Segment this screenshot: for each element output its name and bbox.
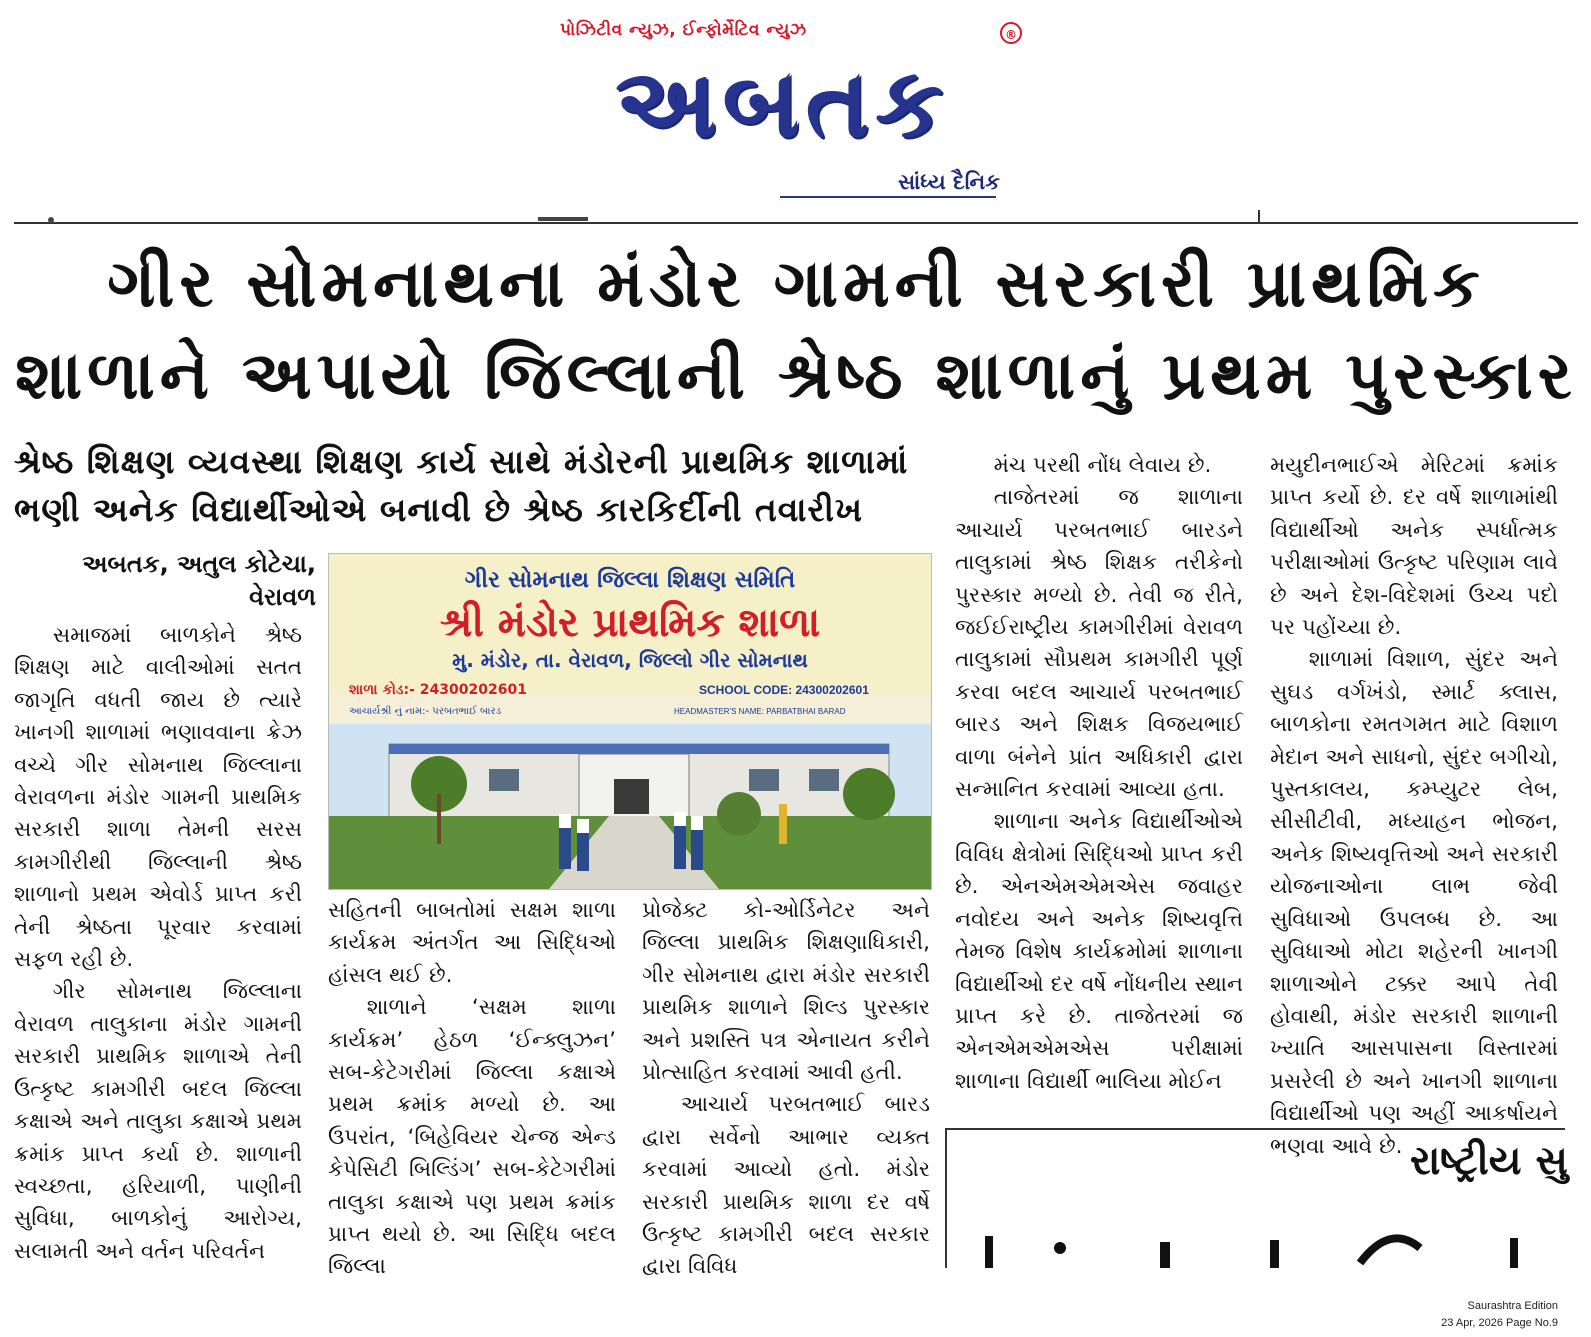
article-column-2 [328,895,616,1280]
paragraph: પ્રોજેક્ટ કો-ઓર્ડિનેટર અને જિલ્લા પ્રાથમિક શિક્ષણાધિકારી, ગીર સોમનાથ દ્વારા મંડોર સરકારી પ્રાથમિક શાળાને શિલ્ડ પુરસ્કાર અને પ્રશસ્તિ પત્ર એનાયત કરીને પ્રોત્સાહિત કરવામાં આવી હતી. [642,898,930,1086]
masthead-tagline: પોઝિટીવ ન્યુઝ, ઈન્ફોર્મેટિવ ન્યુઝ [560,20,807,40]
byline [14,548,316,614]
paragraph: મયુદીનભાઈએ મેરિટમાં ક્રમાંક પ્રાપ્ત કર્યો છે. દર વર્ષે શાળામાંથી વિદ્યાર્થીઓ અનેક સ્પર્ધાત્મક પરીક્ષાઓમાં ઉત્કૃષ્ટ પરિણામ લાવે છે અને દેશ-વિદેશમાં ઉચ્ચ પદો પર પહોંચ્યા છે. [1270,453,1558,641]
rule-ornament [538,217,588,221]
subheadline-line-1: શ્રેષ્ઠ શિક્ષણ વ્યવસ્થા શિક્ષણ કાર્ય સાથે મંડોરની પ્રાથમિક શાળામાં [14,442,909,481]
rule-tick [1258,210,1260,224]
banner-code-en: SCHOOL CODE: 24300202601 [699,683,869,697]
newspaper-logo: અબતક [615,47,949,159]
headline-line-1: ગીર સોમનાથના મંડોર ગામની સરકારી પ્રાથમિક [107,245,1485,322]
next-story-cutoff-text [950,1218,1565,1268]
article-column-1 [14,620,302,1268]
next-story-border [945,1128,947,1268]
banner-address: મુ. મંડોર, તા. વેરાવળ, જિલ્લો ગીર સોમનાથ [452,648,808,672]
headline [14,238,1578,422]
banner-school-name: શ્રી મંડોર પ્રાથમિક શાળા [439,600,821,646]
page-footer [1300,1298,1558,1332]
paragraph: શાળાને ‘સક્ષમ શાળા કાર્યક્રમ’ હેઠળ ‘ઈન્ક્લુઝન’ સબ-કેટેગરીમાં જિલ્લા કક્ષાએ પ્રથમ ક્રમાંક મળ્યો છે. આ ઉપરાંત, ‘બિહેવિયર ચેન્જ એન્ડ કેપેસિટી બિલ્ડિંગ’ સબ-કેટેગરીમાં તાલુકા કક્ષાએ પણ પ્રથમ ક્રમાંક પ્રાપ્ત થયો છે. આ સિદ્ધિ બદલ જિલ્લા [328,995,616,1280]
banner-committee: ગીર સોમનાથ જિલ્લા શિક્ષણ સમિતિ [464,567,796,593]
banner-code-gu: શાળા કોડ:- 24300202601 [349,682,527,698]
paragraph: તાજેતરમાં જ શાળાના આચાર્ય પરબતભાઈ બારડને તાલુકામાં શ્રેષ્ઠ શિક્ષક તરીકેનો પુરસ્કાર મળ્યો છે. તેવી જ રીતે, જઈઈરાષ્ટ્રીય કામગીરીમાં વેરાવળ તાલુકામાં સૌપ્રથમ કામગીરી પૂર્ણ કરવા બદલ આચાર્ય પરબતભાઈ બારડ અને શિક્ષક વિજયભાઈ વાળા બંનેને પ્રાંત અધિકારી દ્વારા સન્માનિત કરવામાં આવ્યા હતા. [955,485,1243,803]
paragraph: મંચ પરથી નોંધ લેવાય છે. [993,453,1212,478]
paragraph: આચાર્ય પરબતભાઈ બારડ દ્વારા સર્વેનો આભાર વ્યક્ત કરવામાં આવ્યો હતો. મંડોર સરકારી પ્રાથમિક શાળા દર વર્ષે ઉત્કૃષ્ટ કામગીરી બદલ સરકાર દ્વારા વિવિધ [642,1092,930,1280]
edition-label: Saurashtra Edition [1467,1300,1558,1312]
subheadline [14,438,1009,534]
paragraph: શાળામાં વિશાળ, સુંદર અને સુઘડ વર્ગખંડો, સ્માર્ટ ક્લાસ, બાળકોના રમતગમત માટે વિશાળ મેદાન અને સાધનો, સુંદર બગીચો, પુસ્તકાલય, કમ્પ્યુટર લેબ, સીસીટીવી, મધ્યાહન ભોજન, અનેક શિષ્યવૃત્તિઓ અને સરકારી યોજનાઓના લાભ જેવી સુવિધાઓ ઉપલબ્ધ છે. આ સુવિધાઓ મોટા શહેરની ખાનગી શાળાઓને ટક્કર આપે તેવી હોવાથી, મંડોર સરકારી શાળાની ખ્યાતિ આસપાસના વિસ્તારમાં પ્રસરેલી છે અને ખાનગી શાળાના વિદ્યાર્થીઓ પણ અહીં આકર્ષાયને ભણવા આવે છે. [1270,647,1558,1159]
paragraph: શાળાના અનેક વિદ્યાર્થીઓએ વિવિધ ક્ષેત્રોમાં સિદ્ધિઓ પ્રાપ્ત કરી છે. એનએમએમએસ જવાહર નવોદય અને અનેક શિષ્યવૃત્તિ તેમજ વિશેષ કાર્યક્રમોમાં શાળાના વિદ્યાર્થીઓ દર વર્ષે નોંધનીય સ્થાન પ્રાપ્ત કરે છે. તાજેતરમાં જ એનએમએમએસ પરીક્ષામાં શાળાના વિદ્યાર્થી ભાલિયા મોઈન [955,809,1243,1094]
date-page-label: 23 Apr, 2026 Page No.9 [1441,1317,1558,1329]
banner-head-gu: આચાર્યશ્રી નું નામ:- પરબતભાઈ બારડ [349,706,502,717]
paragraph: સહિતની બાબતોમાં સક્ષમ શાળા કાર્યક્રમ અંતર્ગત આ સિદ્ધિઓ હાંસલ થઈ છે. [328,898,616,988]
banner-head-en: HEADMASTER'S NAME: PARBATBHAI BARAD [674,707,846,716]
paragraph: ગીર સોમનાથ જિલ્લાના વેરાવળ તાલુકાના મંડોર ગામની સરકારી પ્રાથમિક શાળાએ તેની ઉત્કૃષ્ટ કામગીરી બદલ જિલ્લા કક્ષાએ અને તાલુકા કક્ષાએ પ્રથમ ક્રમાંક પ્રાપ્ત કર્યા છે. શાળાની સ્વચ્છતા, હરિયાળી, પાણીની સુવિધા, બાળકોનું આરોગ્ય, સલામતી અને વર્તન પરિવર્તન [14,979,302,1264]
rule-ornament [48,217,54,223]
top-rule [14,222,1578,224]
byline-place: વેરાવળ [249,583,316,611]
registered-mark: ® [1000,22,1022,44]
article-column-5 [1270,450,1558,1159]
article-column-3 [642,895,930,1280]
byline-author: અબતક, અતુલ કોટેચા, [82,550,316,578]
school-photo [328,553,932,890]
headline-line-2: શાળાને અપાયો જિલ્લાની શ્રેષ્ઠ શાળાનું પ્રથમ પુરસ્કાર [15,337,1577,414]
school-photo-illustration [329,554,931,889]
masthead-subtitle: સાંધ્ય દૈનિક [898,170,1000,194]
masthead-underline [780,196,996,198]
subheadline-line-2: ભણી અનેક વિદ્યાર્થીઓએ બનાવી છે શ્રેષ્ઠ કારકિર્દીની તવારીખ [14,490,864,529]
article-column-4 [955,450,1243,1118]
paragraph: સમાજમાં બાળકોને શ્રેષ્ઠ શિક્ષણ માટે વાલીઓમાં સતત જાગૃતિ વધતી જાય છે ત્યારે ખાનગી શાળામાં ભણાવવાના ક્રેઝ વચ્ચે ગીર સોમનાથ જિલ્લાના વેરાવળના મંડોર ગામની પ્રાથમિક સરકારી શાળા તેમની સરસ કામગીરીથી જિલ્લાની શ્રેષ્ઠ શાળાનો પ્રથમ એવોર્ડ પ્રાપ્ત કરી તેની શ્રેષ્ઠતા પૂરવાર કરવામાં સફળ રહી છે. [14,623,302,973]
next-story-headline: રાષ્ટ્રીય સુ [1410,1138,1568,1184]
next-story-rule [945,1128,1565,1130]
